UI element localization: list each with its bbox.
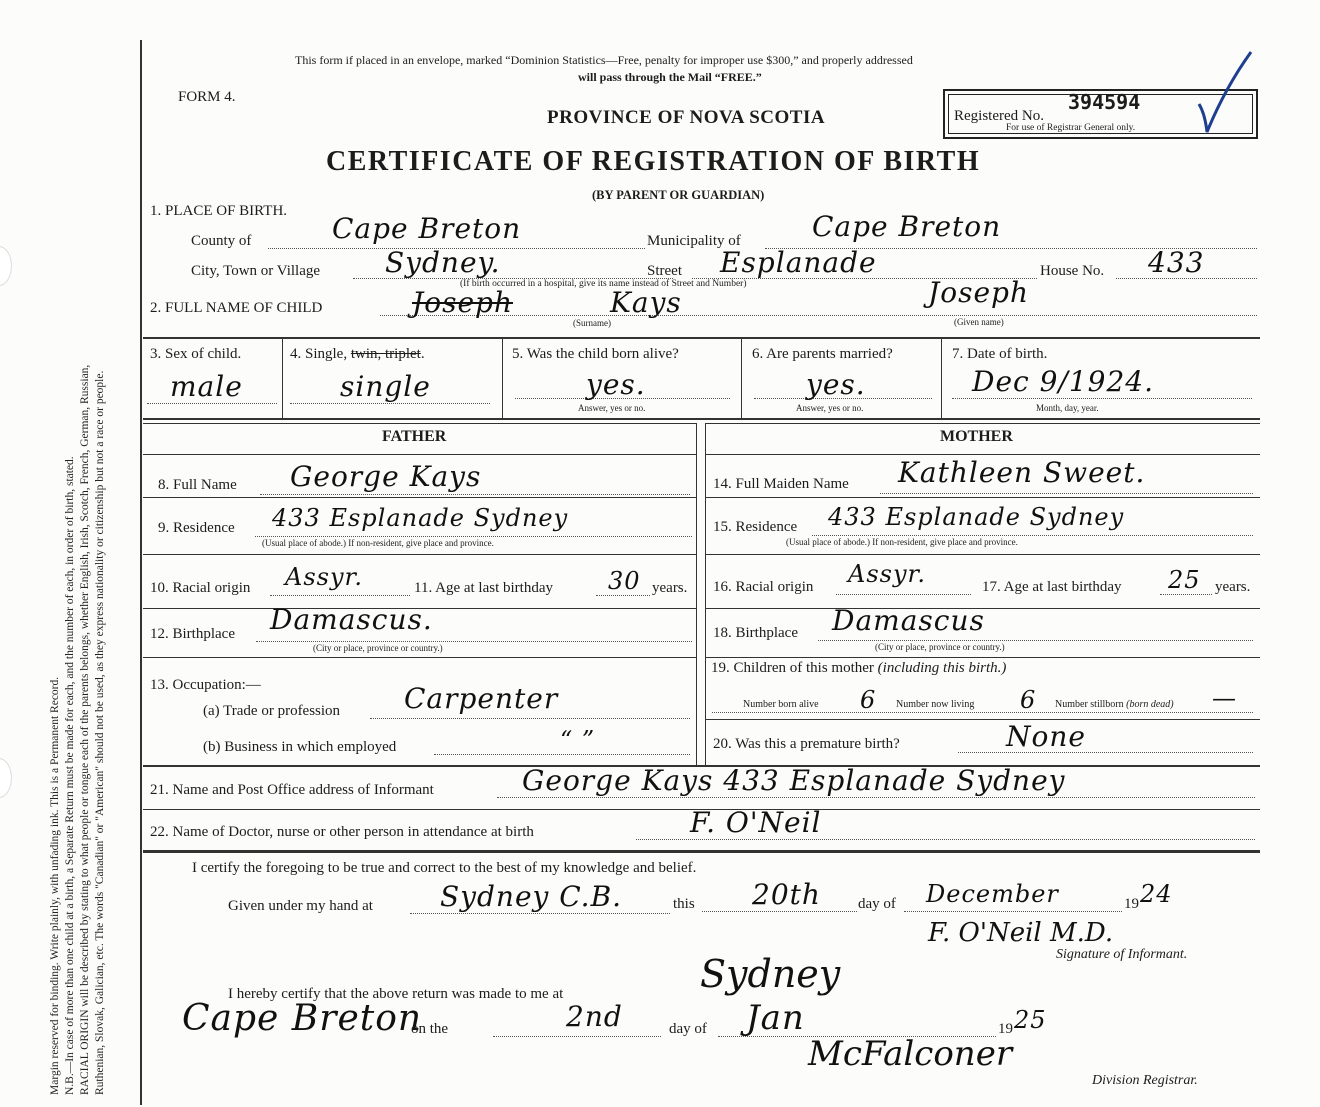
- divider: [941, 339, 942, 418]
- mother-age-unit: years.: [1215, 579, 1251, 595]
- mother-birthplace-note: (City or place, province or country.): [875, 642, 1005, 652]
- day-of-label: day of: [858, 896, 896, 912]
- registrar-place-value: Sydney: [700, 952, 841, 996]
- postal-note-1: This form if placed in an envelope, marked “Dominion Statistics—Free, penalty for improper use $300,” and properly addressed: [295, 53, 913, 67]
- struck-name: Joseph: [412, 286, 513, 319]
- doctor-label: 22. Name of Doctor, nurse or other person in attendance at birth: [150, 824, 534, 840]
- month-value: December: [926, 880, 1059, 908]
- sex-label: 3. Sex of child.: [150, 346, 242, 362]
- check-mark-icon: [1195, 48, 1255, 138]
- form-number: FORM 4.: [178, 89, 236, 105]
- divider: [143, 497, 697, 498]
- divider: [705, 657, 1260, 658]
- divider: [705, 454, 1260, 455]
- mother-racial-label: 16. Racial origin: [713, 579, 814, 595]
- form-left-border: [140, 40, 142, 1105]
- father-name-label: 8. Full Name: [158, 477, 237, 493]
- father-birthplace-note: (City or place, province or country.): [313, 643, 443, 653]
- mother-birthplace-value: Damascus: [832, 604, 985, 637]
- mother-heading: MOTHER: [940, 428, 1013, 445]
- now-living-label: Number now living: [896, 699, 975, 710]
- parents-married-label: 6. Are parents married?: [752, 346, 893, 362]
- born-alive-value: yes.: [586, 368, 646, 401]
- surname-value: Kays: [610, 286, 682, 319]
- now-living-value: 6: [1020, 686, 1037, 714]
- born-alive-label: 5. Was the child born alive?: [512, 346, 679, 362]
- city-label: City, Town or Village: [191, 263, 321, 279]
- father-racial-label: 10. Racial origin: [150, 580, 251, 596]
- registrar-signature: McFalconer: [808, 1034, 1013, 1074]
- father-residence-label: 9. Residence: [158, 520, 235, 536]
- informant-label: 21. Name and Post Office address of Informant: [150, 782, 434, 798]
- child-name-label: 2. FULL NAME OF CHILD: [150, 300, 323, 316]
- sex-value: male: [170, 370, 243, 403]
- registrar-year-prefix: 19: [998, 1021, 1013, 1037]
- stillborn-label: Number stillborn (born dead): [1055, 699, 1174, 710]
- father-trade-label: (a) Trade or profession: [203, 703, 341, 719]
- given-name-note: (Given name): [954, 317, 1004, 327]
- mother-name-value: Kathleen Sweet.: [898, 456, 1146, 489]
- registrar-day-value: 2nd: [566, 1000, 623, 1033]
- father-business-value: “ ”: [560, 726, 596, 754]
- informant-signature-label: Signature of Informant.: [1056, 947, 1188, 962]
- date-of-birth-value: Dec 9/1924.: [972, 365, 1155, 398]
- province-title: PROVINCE OF NOVA SCOTIA: [547, 107, 826, 128]
- divider: [705, 497, 1260, 498]
- registered-number: 394594: [1068, 90, 1141, 114]
- page-title: CERTIFICATE OF REGISTRATION OF BIRTH: [326, 146, 981, 177]
- registrar-county-value: Cape Breton: [182, 998, 423, 1039]
- informant-signature: F. O'Neil M.D.: [928, 918, 1114, 948]
- given-under-label: Given under my hand at: [228, 898, 373, 914]
- registered-label: Registered No.: [954, 108, 1044, 124]
- born-alive-count-value: 6: [860, 686, 877, 714]
- father-name-value: George Kays: [290, 460, 482, 493]
- divider: [502, 339, 503, 418]
- divider: [143, 850, 1260, 853]
- this-label: this: [673, 896, 695, 912]
- father-residence-value: 433 Esplanade Sydney: [272, 504, 569, 532]
- mother-residence-label: 15. Residence: [713, 519, 798, 535]
- plurality-value: single: [340, 370, 431, 403]
- divider: [143, 554, 697, 555]
- premature-value: None: [1006, 720, 1086, 753]
- divider: [741, 339, 742, 418]
- father-age-label: 11. Age at last birthday: [414, 580, 553, 596]
- registrar-signature-label: Division Registrar.: [1092, 1073, 1198, 1088]
- house-number-label: House No.: [1040, 263, 1105, 279]
- plurality-label: 4. Single, twin, triplet.: [290, 346, 425, 362]
- registrar-year-value: 25: [1014, 1006, 1047, 1034]
- father-heading: FATHER: [382, 428, 447, 445]
- postal-note-2: will pass through the Mail “FREE.”: [578, 70, 762, 84]
- divider: [282, 339, 283, 418]
- certification-statement: I certify the foregoing to be true and correct to the best of my knowledge and belief.: [192, 860, 697, 876]
- premature-label: 20. Was this a premature birth?: [713, 736, 900, 752]
- hospital-note: (If birth occurred in a hospital, give its name instead of Street and Number): [460, 279, 747, 289]
- father-residence-note: (Usual place of abode.) If non-resident, give place and province.: [262, 538, 494, 548]
- county-label: County of: [191, 233, 252, 249]
- born-alive-note: Answer, yes or no.: [578, 403, 646, 413]
- date-of-birth-note: Month, day, year.: [1036, 403, 1099, 413]
- registrar-statement: I hereby certify that the above return was made to me at: [228, 986, 564, 1002]
- informant-value: George Kays 433 Esplanade Sydney: [522, 764, 1066, 797]
- street-value: Esplanade: [720, 246, 877, 279]
- given-name-value: Joseph: [928, 276, 1029, 309]
- divider: [705, 554, 1260, 555]
- margin-notes: [48, 35, 138, 1095]
- mother-racial-value: Assyr.: [848, 560, 926, 588]
- date-of-birth-label: 7. Date of birth.: [952, 346, 1048, 362]
- divider: [143, 423, 697, 424]
- page-subtitle: (BY PARENT OR GUARDIAN): [592, 188, 765, 202]
- mother-age-label: 17. Age at last birthday: [982, 579, 1122, 595]
- street-label: Street: [647, 263, 682, 279]
- father-racial-value: Assyr.: [285, 563, 363, 591]
- registrar-month-value: Jan: [746, 998, 805, 1038]
- divider: [696, 423, 697, 765]
- mother-residence-value: 433 Esplanade Sydney: [828, 503, 1125, 531]
- divider: [143, 657, 697, 658]
- county-value: Cape Breton: [332, 212, 522, 245]
- binding-hole-top: [0, 246, 12, 286]
- mother-residence-note: (Usual place of abode.) If non-resident, give place and province.: [786, 537, 1018, 547]
- divider: [143, 454, 697, 455]
- municipality-value: Cape Breton: [812, 210, 1002, 243]
- father-birthplace-label: 12. Birthplace: [150, 626, 235, 642]
- mother-age-value: 25: [1168, 566, 1201, 594]
- year-prefix: 19: [1124, 896, 1139, 912]
- on-the-label: on the: [411, 1021, 449, 1037]
- mother-birthplace-label: 18. Birthplace: [713, 625, 798, 641]
- registrar-day-of-label: day of: [669, 1021, 707, 1037]
- margin-note-3: RACIAL ORIGIN will be described by stating to what people or tongue each of the parents belongs, whether English, Irish, Scotch, French, German, Russian,: [79, 364, 91, 1095]
- father-trade-value: Carpenter: [404, 682, 559, 715]
- father-age-value: 30: [608, 567, 641, 595]
- house-number-value: 433: [1148, 246, 1205, 279]
- father-business-label: (b) Business in which employed: [203, 739, 397, 755]
- binding-hole-bottom: [0, 758, 12, 798]
- divider: [143, 337, 1260, 339]
- divider: [705, 719, 1260, 720]
- father-occupation-label: 13. Occupation:—: [150, 677, 261, 693]
- municipality-label: Municipality of: [647, 233, 741, 249]
- day-value: 20th: [752, 878, 821, 911]
- father-birthplace-value: Damascus.: [270, 603, 433, 636]
- father-age-unit: years.: [652, 580, 688, 596]
- stillborn-value: —: [1212, 684, 1237, 712]
- children-label: 19. Children of this mother (including this birth.): [711, 660, 1007, 676]
- surname-note: (Surname): [573, 318, 611, 328]
- divider: [705, 423, 706, 765]
- mother-name-label: 14. Full Maiden Name: [713, 476, 849, 492]
- doctor-value: F. O'Neil: [690, 806, 822, 839]
- divider: [143, 418, 1260, 420]
- registrar-note: For use of Registrar General only.: [1006, 123, 1136, 133]
- divider: [705, 423, 1260, 424]
- margin-note-1: Margin reserved for binding. Write plainly, with unfading ink. This is a Permanent Record.: [49, 676, 61, 1095]
- parents-married-note: Answer, yes or no.: [796, 403, 864, 413]
- margin-note-2: N.B.—In case of more than one child at a birth, a Separate Return must be made for each, and the number of each, in order of birth, stated.: [64, 456, 76, 1095]
- year-value: 24: [1140, 880, 1173, 908]
- margin-note-4: Ruthenian, Slovak, Galician, etc. The words "Canadian" or "American" should not be used, as they express nationality or citizenship but not a race or people.: [94, 370, 106, 1095]
- parents-married-value: yes.: [806, 368, 866, 401]
- city-value: Sydney.: [385, 246, 501, 279]
- place-of-birth-label: 1. PLACE OF BIRTH.: [150, 203, 288, 219]
- born-alive-count-label: Number born alive: [743, 699, 819, 710]
- given-place-value: Sydney C.B.: [440, 880, 623, 913]
